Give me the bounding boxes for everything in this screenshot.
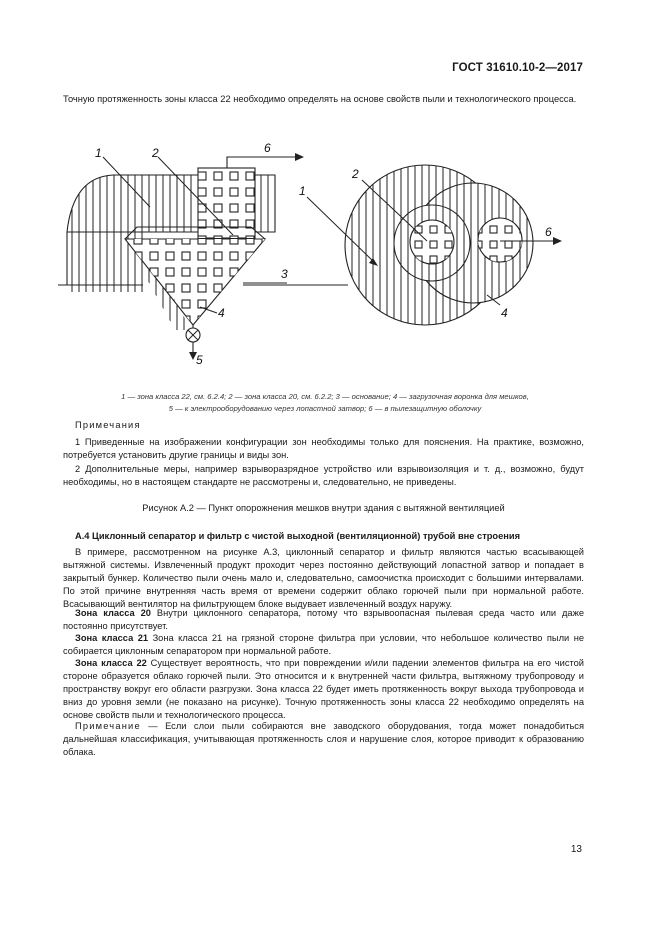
zone22-text: Существует вероятность, что при повреждении и/или падении элементов фильтра на его чистой стороне образуется облако горючей пыли. Это относится и к внутренней части фильтра, вытяжному трубопроводу и пространству вокруг его области разгрузки. Зона класса 22 будет иметь протяженность вокруг выхода трубопровода и вниз до уровня земли (не показано на рисунке). Точную протяженность зоны класса 22 необходимо определять на основе свойств пыли и технологического процесса. (63, 658, 584, 720)
figure-legend-line-1: 1 — зона класса 22, см. 6.2.4; 2 — зона класса 20, см. 6.2.2; 3 — основание; 4 — загрузочная воронка для мешков, (121, 392, 529, 401)
left-label-3: 3 (281, 267, 288, 281)
right-label-4: 4 (501, 306, 508, 320)
zone21-text: Зона класса 21 на грязной стороне фильтра при условии, что небольшое количество пыли не собирается циклонным сепаратором при нормальной работе. (63, 633, 584, 656)
left-label-5: 5 (196, 353, 203, 367)
right-label-6: 6 (545, 225, 552, 239)
left-label-2: 2 (152, 146, 159, 160)
note-1: 1 Приведенные на изображении конфигурации зон необходимы только для пояснения. На практике, возможно, потребуется установить другие границы и виды зон. (63, 437, 584, 460)
zone22-paragraph (63, 657, 584, 722)
figure-legend-line-2: 5 — к электрооборудованию через лопастной затвор; 6 — в пылезащитную оболочку (168, 404, 482, 413)
page-number: 13 (570, 844, 582, 855)
zone22-label: Зона класса 22 (75, 658, 147, 668)
zone21-label: Зона класса 21 (75, 633, 149, 643)
left-diagram (58, 141, 348, 367)
intro-paragraph: Точную протяженность зоны класса 22 необходимо определять на основе свойств пыли и технологического процесса. (63, 94, 577, 104)
section-note (63, 720, 584, 759)
note-2: 2 Дополнительные меры, например взрыворазрядное устройство или взрывоизоляция и т. д., возможно, будут необходимы, но в настоящем стандарте не рассмотрены и, следовательно, не приведены. (63, 464, 584, 487)
figure-drawing (55, 135, 600, 375)
zone21-paragraph (63, 632, 584, 658)
left-label-4: 4 (218, 306, 225, 320)
section-heading: А.4 Циклонный сепаратор и фильтр с чистой выходной (вентиляционной) трубой вне строения (75, 531, 521, 541)
section-note-text: — Если слои пыли собираются вне заводского оборудования, тогда может понадобиться дальнейшая классификация, учитывающая протяженность слоя и нарушение слоя, которое приводит к образованию облака. (63, 721, 584, 757)
figure-a2 (55, 135, 600, 375)
right-diagram (299, 165, 562, 325)
right-label-2: 2 (352, 167, 359, 181)
left-label-6: 6 (264, 141, 271, 155)
standard-number: ГОСТ 31610.10-2—2017 (452, 62, 583, 74)
zone20-text: Внутри циклонного сепаратора, потому что взрывоопасная пылевая среда часто или даже постоянно присутствует. (63, 608, 584, 631)
zone20-paragraph (63, 607, 584, 633)
notes-title: Примечания (75, 420, 141, 430)
zone20-label: Зона класса 20 (75, 608, 151, 618)
figure-title: Рисунок А.2 — Пункт опорожнения мешков внутри здания с вытяжной вентиляцией (142, 503, 505, 513)
section-paragraph-1: В примере, рассмотренном на рисунке А.3, циклонный сепаратор и фильтр являются частью всасывающей вытяжной системы. Извлеченный продукт проходит через постоянно действующий лопастной затвор и попадает в закрытый бункер. Количество пыли очень мало и, следовательно, самоочистка происходит с большими интервалами. По этой причине внутренняя часть время от времени содержит облако горючей пыли при нормальной работе. Всасывающий вентилятор на фильтрующем блоке выдувает извлеченный воздух наружу. (63, 547, 584, 609)
section-note-label: Примечание (75, 721, 141, 731)
right-label-1: 1 (299, 184, 306, 198)
left-label-1: 1 (95, 146, 102, 160)
